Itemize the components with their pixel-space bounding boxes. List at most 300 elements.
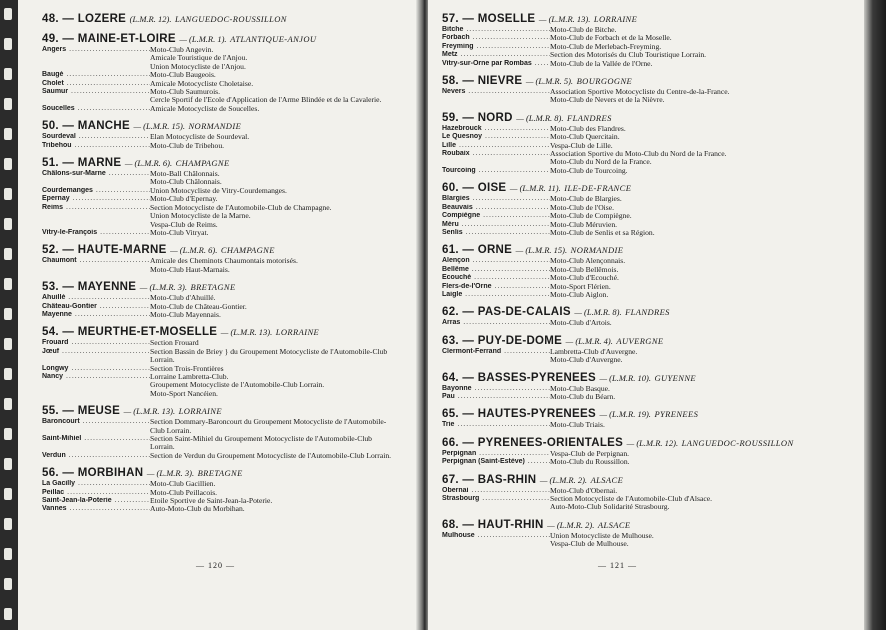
club-name: Moto-Club Baugeois. — [150, 70, 216, 80]
film-hole — [4, 428, 12, 440]
club-name: Auto-Moto-Club du Morbihan. — [150, 504, 245, 514]
club-name: Section Motocycliste de l'Automobile-Club de Champagne. — [150, 202, 332, 212]
club-name: Moto-Club de Nevers et de la Nièvre. — [550, 95, 665, 105]
department-name: MAINE-ET-LOIRE — [77, 33, 176, 45]
film-hole — [4, 128, 12, 140]
club-entry — [442, 348, 796, 365]
club-name: Moto-Club Aiglon. — [550, 289, 609, 299]
department-name: PAS-DE-CALAIS — [477, 306, 571, 319]
city-name: Mayenne ..... — [42, 311, 150, 319]
club-name: Moto-Club de l'Oise. — [550, 202, 615, 212]
department-name: HAUTE-MARNE — [77, 244, 167, 257]
city-name: Méru ..... — [442, 221, 550, 229]
club-entry — [42, 505, 392, 513]
department-heading — [42, 325, 392, 339]
city-name: Cholet ..... — [42, 80, 150, 88]
department-dash: — — [462, 244, 475, 257]
club-name: Moto-Club Peillacois. — [150, 487, 218, 497]
club-entry — [42, 435, 392, 452]
club-entry — [42, 88, 392, 105]
club-list — [550, 458, 796, 466]
club-list — [150, 311, 392, 319]
page-edge-shadow — [864, 0, 886, 630]
department-block — [442, 473, 796, 512]
department-name: MARNE — [77, 157, 122, 170]
club-list — [150, 142, 392, 150]
club-name: Moto-Club d'Obernai. — [550, 485, 618, 495]
department-heading — [442, 74, 796, 88]
department-block — [42, 119, 392, 150]
page-number-left: — 120 — — [196, 561, 235, 570]
department-number: 52. — [42, 244, 59, 257]
city-name: Beauvais ..... — [442, 204, 550, 212]
city-name: La Gacilly ..... — [42, 480, 150, 488]
club-name: Section de Verdun du Groupement Motocycliste de l'Automobile-Club Lorrain. — [150, 450, 392, 460]
department-dash: — — [462, 306, 475, 319]
department-dash: — — [462, 182, 475, 195]
page-number-right: — 121 — — [598, 561, 637, 570]
club-entry — [442, 257, 796, 265]
region-name: FLANDRES — [625, 307, 670, 318]
department-name: MEUSE — [77, 405, 121, 418]
department-heading — [442, 436, 796, 450]
club-name: Vespa-Club de Mulhouse. — [550, 539, 629, 549]
department-number: 53. — [42, 281, 59, 294]
department-number: 56. — [42, 467, 59, 480]
city-name: Arras ..... — [442, 319, 550, 327]
club-name: Moto-Club de la Vallée de l'Orne. — [550, 58, 653, 68]
club-name: Moto-Sport Nancéien. — [150, 388, 218, 398]
club-list — [550, 60, 796, 68]
department-block — [442, 407, 796, 429]
club-name: Moto-Club d'Artois. — [550, 318, 612, 328]
club-entry — [442, 532, 796, 549]
department-block — [442, 12, 796, 68]
region-name: LANGUEDOC-ROUSSILLON — [174, 14, 287, 24]
region-name: CHAMPAGNE — [175, 158, 230, 169]
club-name: Moto-Club de Blargies. — [550, 194, 622, 204]
club-name: Moto-Club Mayennais. — [150, 309, 221, 319]
film-hole — [4, 218, 12, 230]
department-dash: — — [462, 436, 475, 449]
club-name: Moto-Club Haut-Marnais. — [150, 264, 230, 274]
city-name: Obernai ..... — [442, 487, 550, 495]
club-list — [550, 421, 796, 429]
department-number: 55. — [42, 405, 59, 418]
city-name: Verdun ..... — [42, 452, 150, 460]
department-number: 59. — [442, 111, 459, 124]
film-hole — [4, 188, 12, 200]
department-name: BAS-RHIN — [477, 473, 537, 486]
club-list — [550, 348, 796, 365]
club-name: Section Trois-Frontières — [150, 363, 224, 373]
city-name: Baugé ..... — [42, 71, 150, 79]
club-name: Section Motocycliste de l'Automobile-Club d'Alsace. — [550, 494, 712, 503]
film-hole — [4, 68, 12, 80]
city-name: Clermont-Ferrand ..... — [442, 348, 550, 365]
city-name: Vitry-le-François ..... — [42, 229, 150, 237]
film-hole — [4, 338, 12, 350]
club-name: Moto-Club de Tourcoing. — [550, 165, 628, 175]
club-name: Moto-Club de Compiègne. — [550, 211, 632, 221]
department-dash: — — [62, 33, 75, 45]
city-name: Saumur ..... — [42, 88, 150, 105]
club-name: Section Frouard — [150, 338, 199, 348]
department-heading — [442, 371, 796, 385]
left-page — [0, 0, 420, 630]
club-name: Section Bassin de Briey } du Groupement Motocycliste de l'Automobile-Club Lorrain. — [150, 346, 388, 365]
department-block — [442, 74, 796, 105]
city-name: Bitche ..... — [442, 26, 550, 34]
city-name: Vitry-sur-Orne par Rombas ..... — [442, 60, 550, 68]
city-name: Perpignan ..... — [442, 450, 550, 458]
city-name: Flers-de-l'Orne ..... — [442, 283, 550, 291]
department-heading — [442, 243, 796, 257]
department-name: MEURTHE-ET-MOSELLE — [77, 326, 218, 339]
film-hole — [4, 278, 12, 290]
city-name: Château-Gontier ..... — [42, 303, 150, 311]
department-block — [42, 12, 392, 26]
region-name: GUYENNE — [654, 372, 696, 383]
club-entry — [442, 421, 796, 429]
club-name: Moto-Club des Flandres. — [550, 123, 626, 133]
club-list — [150, 204, 392, 229]
region-name: BRETAGNE — [197, 468, 243, 479]
department-number: 67. — [442, 473, 459, 486]
club-name: Amicale Touristique de l'Anjou. — [150, 53, 248, 63]
department-dash: — — [462, 13, 475, 25]
department-dash: — — [62, 467, 75, 480]
club-list — [550, 167, 796, 175]
club-name: Moto-Club de Château-Gontier. — [150, 301, 247, 311]
region-name: PYRENEES — [654, 409, 699, 420]
club-name: Etoile Sportive de Saint-Jean-la-Poterie. — [150, 496, 273, 506]
department-dash: — — [462, 408, 475, 421]
department-heading — [42, 466, 392, 480]
club-entry — [442, 283, 796, 291]
department-block — [42, 325, 392, 398]
club-entry — [42, 229, 392, 237]
film-hole — [4, 98, 12, 110]
club-name: Moto-Club Angevin. — [150, 45, 214, 54]
film-hole — [4, 158, 12, 170]
region-name: ILE-DE-FRANCE — [564, 183, 632, 194]
city-name: Tribehou ..... — [42, 142, 150, 150]
department-name: MAYENNE — [77, 281, 137, 294]
club-list — [150, 505, 392, 513]
league-code: — (L.M.R. 15). — [133, 121, 185, 132]
club-entry — [442, 393, 796, 401]
club-name: Moto-Club de Forbach et de la Moselle. — [550, 33, 672, 43]
department-block — [42, 466, 392, 514]
club-list — [550, 229, 796, 237]
club-name: Moto-Sport Flérien. — [550, 281, 611, 291]
club-name: Moto-Ball Châlonnais. — [150, 169, 220, 179]
club-name: Moto-Club Triais. — [550, 420, 605, 430]
city-name: Frouard ..... — [42, 339, 150, 347]
club-name: Moto-Club Bellêmois. — [550, 264, 619, 274]
club-entry — [442, 167, 796, 175]
city-name: Bayonne ..... — [442, 385, 550, 393]
club-name: Moto-Club d'Auvergne. — [550, 355, 623, 365]
club-entry — [442, 495, 796, 512]
city-name: Soucelles ..... — [42, 105, 150, 113]
department-dash: — — [462, 334, 475, 347]
department-heading — [442, 181, 796, 195]
department-name: MANCHE — [77, 120, 130, 133]
club-name: Section Dommary-Baroncourt du Groupement Motocycliste de l'Automobile-Club Lorrain. — [150, 417, 387, 435]
club-name: Moto-Club d'Ecouché. — [550, 273, 619, 283]
city-name: Sourdeval ..... — [42, 133, 150, 141]
club-name: Moto-Club Gacillien. — [150, 479, 216, 489]
department-number: 64. — [442, 371, 459, 384]
club-list — [150, 46, 392, 71]
league-code: — (L.M.R. 2). — [547, 519, 595, 530]
club-name: Elan Motocycliste de Sourdeval. — [150, 132, 250, 142]
department-block — [42, 243, 392, 274]
department-number: 62. — [442, 306, 459, 319]
right-page — [428, 0, 886, 630]
club-list — [150, 170, 392, 187]
department-name: HAUTES-PYRENEES — [477, 408, 596, 421]
club-entry — [42, 480, 392, 488]
club-entry — [442, 274, 796, 282]
film-hole — [4, 548, 12, 560]
club-name: Moto-Club du Roussillon. — [550, 457, 630, 467]
department-number: 61. — [442, 244, 459, 257]
department-heading — [442, 407, 796, 421]
film-hole — [4, 518, 12, 530]
city-name: Ahuillé ..... — [42, 294, 150, 302]
film-hole — [4, 8, 12, 20]
league-code: — (L.M.R. 8). — [574, 307, 622, 318]
club-name: Union Motocycliste de Vitry-Courdemanges. — [150, 185, 287, 195]
league-code: — (L.M.R. 13). — [220, 327, 273, 338]
club-list — [150, 105, 392, 113]
department-name: MORBIHAN — [77, 467, 144, 480]
club-entry — [442, 458, 796, 466]
club-name: Section des Motorisés du Club Touristique Lorrain. — [550, 50, 707, 60]
club-entry — [42, 311, 392, 319]
city-name: Saint-Mihiel ..... — [42, 435, 150, 452]
club-entry — [442, 195, 796, 203]
club-list — [150, 435, 392, 452]
league-code: — (L.M.R. 5). — [525, 76, 574, 87]
department-block — [42, 404, 392, 460]
league-code: (L.M.R. 12). — [129, 14, 172, 24]
department-dash: — — [462, 75, 475, 88]
department-number: 48. — [42, 13, 59, 25]
league-code: — (L.M.R. 15). — [515, 245, 568, 256]
club-entry — [442, 150, 796, 167]
department-block — [442, 243, 796, 299]
club-name: Moto-Club du Nord de la France. — [550, 157, 652, 167]
city-name: Epernay ..... — [42, 195, 150, 203]
league-code: — (L.M.R. 3). — [139, 282, 187, 293]
department-heading — [42, 119, 392, 133]
city-name: Le Quesnoy ..... — [442, 133, 550, 141]
department-heading — [42, 404, 392, 418]
league-code: — (L.M.R. 19). — [599, 409, 651, 420]
department-block — [442, 181, 796, 237]
club-entry — [42, 257, 392, 274]
club-name: Moto-Club du Béarn. — [550, 391, 616, 401]
department-number: 57. — [442, 13, 459, 25]
league-code: — (L.M.R. 11). — [509, 183, 561, 194]
department-number: 63. — [442, 334, 459, 347]
department-name: LOZERE — [77, 13, 127, 25]
film-hole — [4, 458, 12, 470]
club-entry — [442, 133, 796, 141]
department-heading — [442, 473, 796, 487]
club-name: Moto-Club Alençonnais. — [550, 256, 626, 266]
league-code: — (L.M.R. 4). — [565, 335, 613, 346]
club-name: Groupement Motocycliste de l'Automobile-Club Lorrain. — [150, 380, 325, 390]
region-name: AUVERGNE — [616, 335, 664, 346]
right-column — [442, 6, 796, 549]
city-name: Longwy ..... — [42, 365, 150, 373]
club-list — [150, 452, 392, 460]
club-name: Union Motocycliste de l'Anjou. — [150, 61, 246, 71]
department-block — [442, 334, 796, 365]
club-name: Amicale des Cheminots Chaumontais motorisés. — [150, 256, 298, 266]
club-entry — [442, 212, 796, 220]
city-name: Saint-Jean-la-Poterie ..... — [42, 497, 150, 505]
club-entry — [42, 452, 392, 460]
club-entry — [42, 418, 392, 435]
club-name: Vespa-Club de Lille. — [550, 140, 613, 150]
club-entry — [442, 266, 796, 274]
league-code: — (L.M.R. 6). — [124, 158, 173, 169]
club-entry — [442, 229, 796, 237]
league-code: — (L.M.R. 3). — [146, 468, 195, 479]
department-name: NIEVRE — [477, 75, 523, 88]
department-heading — [442, 12, 796, 26]
region-name: CHAMPAGNE — [220, 245, 275, 256]
city-name: Metz ..... — [442, 51, 550, 59]
department-dash: — — [62, 120, 75, 133]
city-name: Forbach ..... — [442, 34, 550, 42]
department-block — [42, 32, 392, 113]
city-name: Blargies ..... — [442, 195, 550, 203]
club-entry — [442, 385, 796, 393]
department-number: 58. — [442, 75, 459, 88]
club-list — [150, 229, 392, 237]
club-name: Amicale Motocycliste de Soucelles. — [150, 103, 260, 113]
club-entry — [42, 348, 392, 365]
club-entry — [42, 105, 392, 113]
league-code: — (L.M.R. 8). — [516, 112, 564, 123]
region-name: NORMANDIE — [188, 121, 242, 132]
department-block — [442, 371, 796, 402]
region-name: LORRAINE — [593, 14, 638, 24]
club-name: Moto-Club de Tribehou. — [150, 140, 225, 150]
city-name: Senlis ..... — [442, 229, 550, 237]
region-name: LORRAINE — [178, 406, 222, 417]
city-name: Trie ..... — [442, 421, 550, 429]
department-name: BASSES-PYRENEES — [477, 371, 596, 384]
department-name: HAUT-RHIN — [477, 518, 544, 531]
league-code: — (L.M.R. 1). — [179, 34, 227, 44]
department-number: 66. — [442, 436, 459, 449]
club-list — [150, 88, 392, 105]
club-name: Moto-Club Quercitain. — [550, 132, 620, 142]
left-column — [42, 6, 392, 514]
department-name: OISE — [477, 182, 507, 195]
region-name: LANGUEDOC-ROUSSILLON — [681, 437, 794, 448]
club-entry — [42, 46, 392, 71]
department-heading — [442, 305, 796, 319]
club-list — [150, 257, 392, 274]
department-dash: — — [462, 371, 475, 384]
city-name: Compiègne ..... — [442, 212, 550, 220]
department-block — [42, 156, 392, 237]
club-name: Auto-Moto-Club Solidarité Strasbourg. — [550, 502, 670, 512]
club-name: Union Motocycliste de Mulhouse. — [550, 530, 654, 540]
club-name: Amicale Motocycliste Choletaise. — [150, 78, 254, 88]
department-heading — [42, 12, 392, 26]
department-heading — [42, 32, 392, 46]
club-name: Lorraine Lambretta-Club. — [150, 371, 229, 381]
club-name: Moto-Club d'Epernay. — [150, 194, 218, 204]
city-name: Roubaix ..... — [442, 150, 550, 167]
league-code: — (L.M.R. 10). — [599, 372, 651, 383]
city-name: Pau ..... — [442, 393, 550, 401]
film-hole — [4, 398, 12, 410]
department-dash: — — [462, 111, 475, 124]
department-block — [442, 518, 796, 549]
club-name: Association Sportive du Moto-Club du Nord de la France. — [550, 149, 727, 159]
department-number: 49. — [42, 33, 59, 45]
club-name: Moto-Club Vitryat. — [150, 227, 209, 237]
club-entry — [442, 88, 796, 105]
film-hole — [4, 368, 12, 380]
city-name: Courdemanges ..... — [42, 187, 150, 195]
club-list — [550, 495, 796, 512]
department-dash: — — [62, 157, 75, 170]
department-dash: — — [62, 244, 75, 257]
city-name: Nancy ..... — [42, 373, 150, 398]
region-name: ALSACE — [597, 519, 631, 530]
department-block — [442, 111, 796, 175]
department-heading — [442, 111, 796, 125]
region-name: ATLANTIQUE-ANJOU — [230, 34, 317, 44]
city-name: Reims ..... — [42, 204, 150, 229]
department-name: NORD — [477, 111, 513, 124]
film-hole — [4, 578, 12, 590]
region-name: NORMANDIE — [570, 245, 624, 256]
region-name: BRETAGNE — [190, 282, 236, 293]
department-dash: — — [62, 405, 75, 418]
club-name: Section Saint-Mihiel du Groupement Motocycliste de l'Automobile-Club Lorrain. — [150, 434, 372, 452]
league-code: — (L.M.R. 2). — [539, 474, 588, 485]
club-list — [550, 319, 796, 327]
department-dash: — — [62, 326, 75, 339]
club-name: Vespa-Club de Perpignan. — [550, 448, 630, 458]
club-name: Moto-Club Saumurois. — [150, 87, 221, 97]
club-list — [550, 291, 796, 299]
club-entry — [42, 204, 392, 229]
film-hole — [4, 488, 12, 500]
city-name: Chaumont ..... — [42, 257, 150, 274]
club-list — [550, 150, 796, 167]
city-name: Laigle ..... — [442, 291, 550, 299]
city-name: Peillac ..... — [42, 489, 150, 497]
club-entry — [442, 291, 796, 299]
club-name: Vespa-Club de Reims. — [150, 219, 218, 229]
film-hole — [4, 308, 12, 320]
department-number: 68. — [442, 518, 459, 531]
